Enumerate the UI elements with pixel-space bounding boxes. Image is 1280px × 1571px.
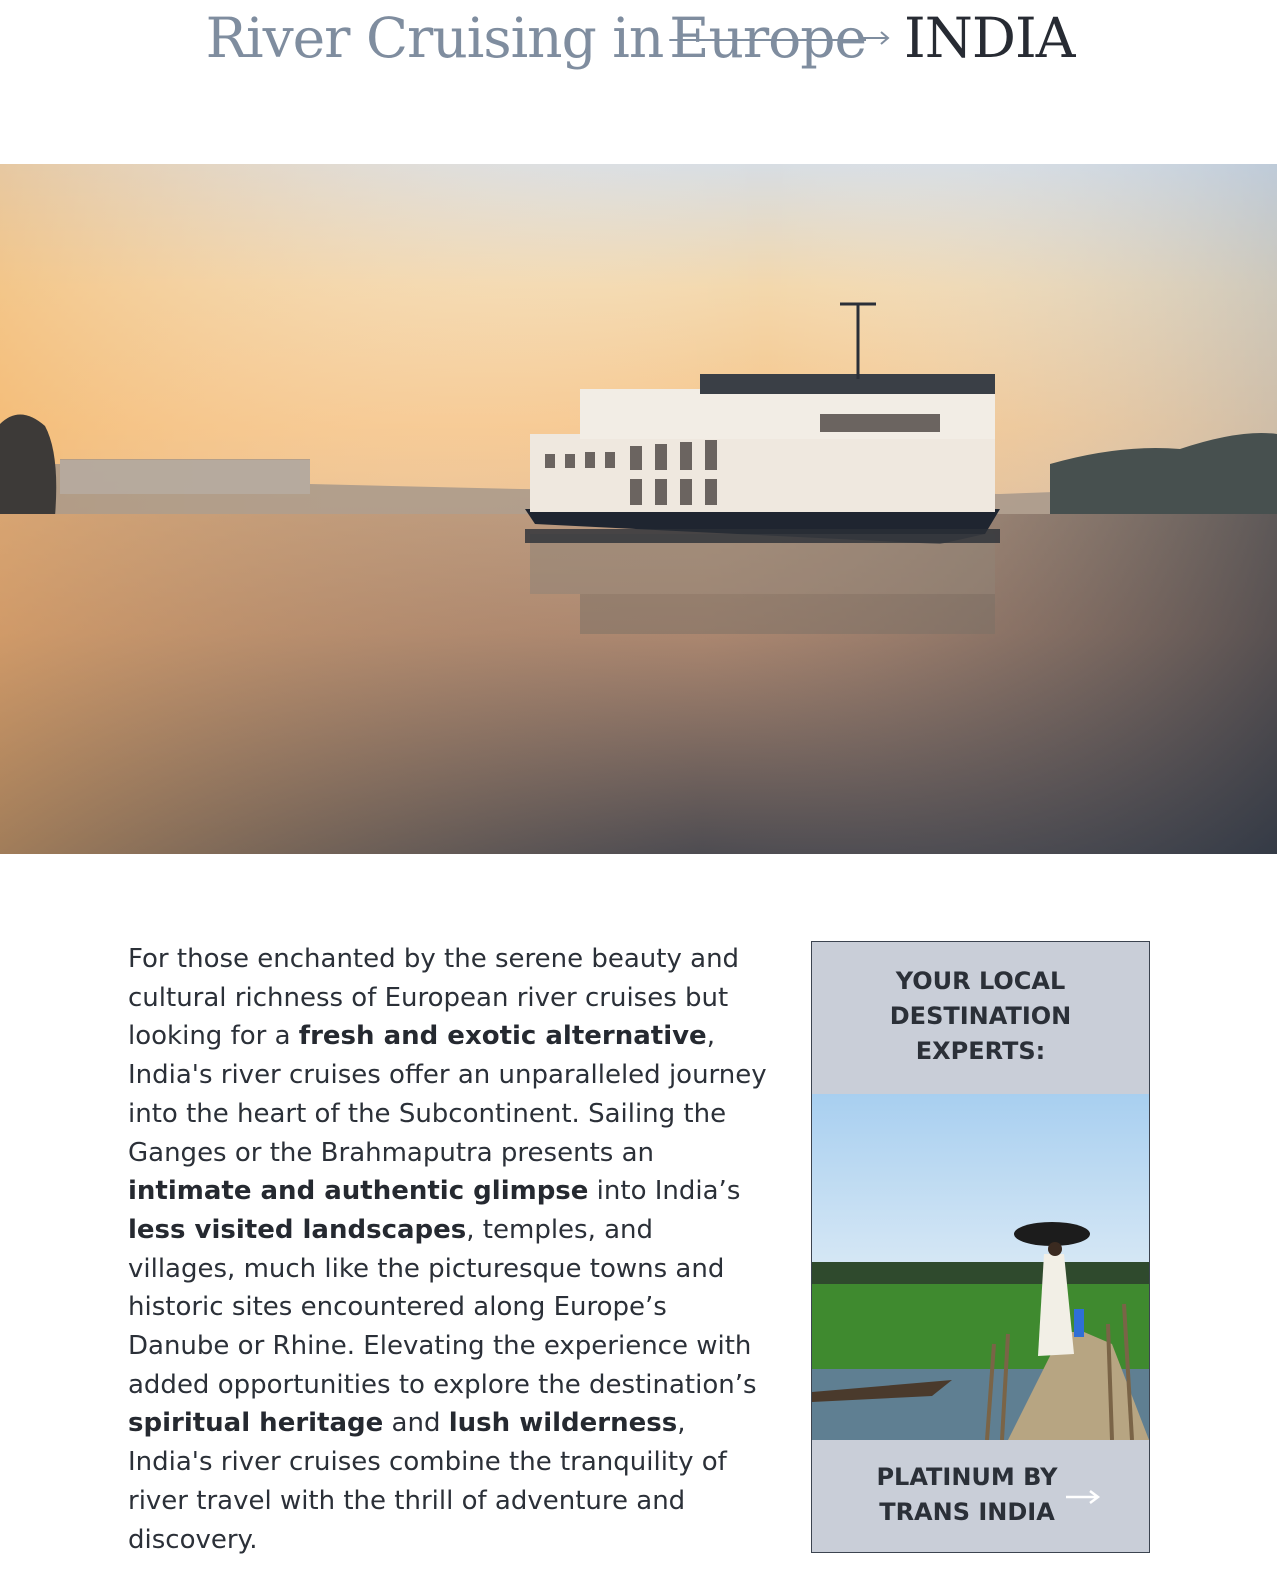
heading-line: EXPERTS:	[915, 1037, 1046, 1065]
intro-highlight: fresh and exotic alternative	[298, 1021, 707, 1052]
cta-line: TRANS INDIA	[879, 1498, 1055, 1526]
headline	[0, 0, 1280, 80]
local-experts-card[interactable]	[811, 941, 1150, 1553]
intro-highlight: spiritual heritage	[128, 1408, 384, 1439]
river-cruise-ship-illustration	[0, 164, 1277, 854]
boardwalk-illustration	[812, 1094, 1149, 1440]
intro-segment: For those enchanted by the serene beauty and cultural richness of European river cruises but looking for a	[128, 944, 740, 1052]
intro-segment: into India’s	[588, 1176, 741, 1207]
hero-image	[0, 164, 1277, 854]
cta-line: PLATINUM BY	[876, 1463, 1058, 1491]
headline-replacement: INDIA	[904, 6, 1075, 70]
intro-segment: , India's river cruises combine the tranquility of river travel with the thrill of adventure and discovery.	[128, 1408, 727, 1555]
local-experts-heading	[812, 964, 1149, 1069]
intro-paragraph	[128, 940, 768, 1559]
heading-line: YOUR LOCAL	[895, 967, 1066, 995]
intro-segment: and	[383, 1408, 449, 1439]
headline-struck	[669, 0, 892, 76]
headline-struck-word: Europe	[669, 6, 867, 70]
intro-segment: , India's river cruises offer an unparalleled journey into the heart of the Subcontinent. Sailing the Ganges or the Brahmaputra presents an	[128, 1021, 767, 1168]
headline-lead: River Cruising in	[205, 6, 664, 70]
intro-highlight: less visited landscapes	[128, 1214, 467, 1245]
woman-umbrella-boardwalk-photo	[812, 1094, 1149, 1440]
strike-arrow-icon	[862, 28, 892, 48]
intro-highlight: intimate and authentic glimpse	[128, 1176, 589, 1207]
arrow-right-icon[interactable]	[1064, 1487, 1104, 1507]
intro-highlight: lush wilderness	[448, 1408, 678, 1439]
heading-line: DESTINATION	[889, 1002, 1072, 1030]
intro-segment: , temples, and villages, much like the picturesque towns and historic sites encountered along Europe’s Danube or Rhine. Elevating the experience with added opportunities to explore the destination’s	[128, 1214, 757, 1400]
platinum-cta-label[interactable]	[852, 1460, 1082, 1530]
